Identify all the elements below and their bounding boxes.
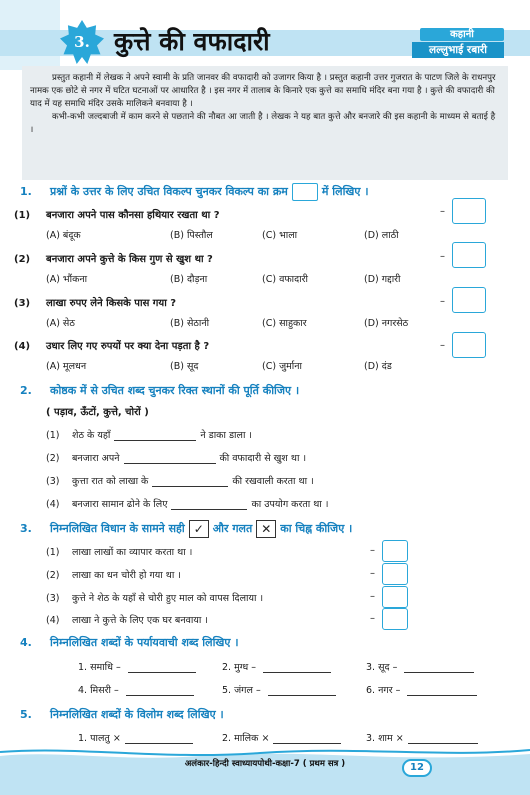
option-a[interactable]: (A) भौंकना — [46, 274, 88, 285]
antonym-item — [366, 731, 482, 744]
item-number: (4) — [46, 499, 60, 510]
answer-line[interactable] — [126, 695, 194, 696]
option-b[interactable]: (B) सेठानी — [170, 318, 210, 329]
blank-suffix: ने डाका डाला । — [200, 430, 253, 441]
intro-paragraph-2: कभी-कभी जल्दबाजी में काम करने से पछताने की नौबत आ जाती है । लेखक ने यह बात कुत्ते और बनजारे की इस कहानी के माध्यम से बताई है । — [30, 112, 496, 135]
question-number: (1) — [14, 210, 31, 221]
answer-line[interactable] — [263, 672, 331, 673]
option-c[interactable]: (C) भाला — [262, 230, 298, 241]
option-b[interactable]: (B) पिस्तौल — [170, 230, 213, 241]
intro-paragraph-1: प्रस्तुत कहानी में लेखक ने अपने स्वामी के प्रति जानवर की वफादारी को उजागर किया है । प्रस्तुत कहानी उत्तर गुजरात के पाटण जिले के राधनपुर नामक एक छोटे से नगर में घटित घटनाओं पर आधारित है । इस नगर में तालाब के किनारे एक कुत्ते का समाधि मंदिर बना गया है । कुत्ते की वफादारी की याद में यह समाधि मंदिर उसके मालिकने बनवाया है । — [30, 73, 496, 109]
synonym-item: 3. सूद – — [366, 660, 478, 673]
inline-answer-box — [292, 183, 318, 201]
blank-prefix: कुत्ता रात को लाखा के — [72, 476, 149, 487]
word: 6. नगर — [366, 685, 393, 696]
statement-text: लाखा का धन चोरी हो गया था । — [72, 570, 181, 581]
blank-line[interactable] — [124, 463, 216, 464]
section-5-heading — [20, 707, 224, 722]
cross-icon: × — [112, 733, 121, 744]
section-1-instruction-end: में लिखिए । — [321, 185, 369, 198]
section-1-heading — [20, 183, 369, 201]
section-1-instruction: प्रश्नों के उत्तर के लिए उचित विकल्प चुनकर विकल्प का क्रम — [50, 185, 288, 198]
word-bank: ( पड़ाव, ऊँटों, कुत्ते, चोरों ) — [46, 407, 149, 418]
question-number: (3) — [14, 298, 31, 309]
mcq-question — [14, 295, 176, 309]
synonym-item: 5. जंगल – — [222, 683, 340, 696]
section-3-instruction-end: का चिह्न कीजिए । — [280, 522, 353, 535]
section-4-heading — [20, 635, 239, 650]
dash: – — [440, 206, 445, 217]
option-b[interactable]: (B) दौड़ना — [170, 274, 208, 285]
dash: – — [370, 591, 375, 602]
fill-blank-item — [46, 428, 252, 441]
word: 3. शाम — [366, 733, 393, 744]
question-text: उधार लिए गए रुपयों पर क्या देना पड़ता है ? — [46, 341, 210, 352]
word: 2. मालिक — [222, 733, 259, 744]
antonym-item — [222, 731, 345, 744]
tick-icon: ✓ — [189, 520, 209, 538]
blank-suffix: का उपयोग करता था । — [251, 499, 329, 510]
section-2-heading — [20, 383, 299, 398]
dash: – — [440, 296, 445, 307]
word: 2. मुग्ध — [222, 662, 249, 673]
mcq-question — [14, 207, 220, 221]
section-5-instruction: निम्नलिखित शब्दों के विलोम शब्द लिखिए । — [50, 708, 224, 721]
question-text: लाखा रुपए लेने किसके पास गया ? — [46, 298, 177, 309]
blank-line[interactable] — [114, 440, 196, 441]
section-2-instruction: कोष्ठक में से उचित शब्द चुनकर रिक्त स्थानों की पूर्ति कीजिए । — [50, 384, 300, 397]
section-3-instruction-mid: और गलत — [212, 522, 253, 535]
word: 1. पालतु — [78, 733, 110, 744]
blank-suffix: की रखवाली करता था । — [232, 476, 314, 487]
section-3-instruction: निम्नलिखित विधान के सामने सही — [50, 522, 185, 535]
true-false-item — [46, 613, 208, 626]
word: 3. सूद — [366, 662, 390, 673]
dash: – — [440, 340, 445, 351]
blank-line[interactable] — [171, 509, 247, 510]
true-false-box-2[interactable] — [382, 563, 408, 585]
cross-icon: × — [261, 733, 270, 744]
section-4-instruction: निम्नलिखित शब्दों के पर्यायवाची शब्द लिखिए । — [50, 636, 239, 649]
answer-line[interactable] — [407, 695, 477, 696]
item-number: (3) — [46, 476, 60, 487]
dash: – — [370, 613, 375, 624]
section-3-heading — [20, 520, 352, 538]
statement-text: कुत्ते ने शेठ के यहाँ से चोरी हुए माल को वापस दिलाया । — [72, 593, 264, 604]
footer-wave — [0, 748, 530, 795]
option-c[interactable]: (C) जुर्माना — [262, 361, 302, 372]
blank-prefix: बनजारा सामान ढोने के लिए — [72, 499, 168, 510]
answer-box-4[interactable] — [452, 332, 486, 358]
intro-box — [22, 66, 508, 180]
question-number: (4) — [14, 341, 31, 352]
antonym-item — [78, 731, 197, 744]
chapter-number: 3. — [74, 33, 90, 51]
genre-badge: कहानी — [420, 28, 504, 41]
question-number: (2) — [14, 254, 31, 265]
synonym-item: 2. मुग्ध – — [222, 660, 335, 673]
blank-suffix: की वफादारी से खुश था । — [219, 453, 307, 464]
section-number: 4. — [20, 636, 32, 649]
option-d[interactable]: (D) गद्दारी — [364, 274, 401, 285]
cross-icon: ✕ — [256, 520, 276, 538]
mcq-question — [14, 338, 209, 352]
word: 5. जंगल — [222, 685, 253, 696]
item-number: (2) — [46, 453, 60, 464]
item-number: (2) — [46, 570, 60, 581]
true-false-box-3[interactable] — [382, 586, 408, 608]
answer-box-3[interactable] — [452, 287, 486, 313]
option-d[interactable]: (D) नगरसेठ — [364, 318, 409, 329]
answer-box-2[interactable] — [452, 242, 486, 268]
fill-blank-item — [46, 474, 314, 487]
answer-line[interactable] — [125, 743, 193, 744]
author-badge: लल्लुभाई रबारी — [412, 42, 504, 58]
option-a[interactable]: (A) सेठ — [46, 318, 75, 329]
dash: – — [370, 545, 375, 556]
true-false-box-1[interactable] — [382, 540, 408, 562]
word: 1. समाधि — [78, 662, 113, 673]
option-c[interactable]: (C) वफादारी — [262, 274, 308, 285]
answer-line[interactable] — [128, 672, 196, 673]
true-false-item — [46, 591, 263, 604]
synonym-item: 4. मिसरी – — [78, 683, 198, 696]
page-title: कुत्ते की वफादारी — [114, 27, 270, 56]
section-number: 1. — [20, 185, 32, 198]
statement-text: लाखा लाखों का व्यापार करता था । — [72, 547, 193, 558]
question-text: बनजारा अपने पास कौनसा हथियार रखता था ? — [46, 210, 220, 221]
cross-icon: × — [395, 733, 404, 744]
answer-line[interactable] — [273, 743, 341, 744]
blank-prefix: बनजारा अपने — [72, 453, 120, 464]
synonym-item: 1. समाधि – — [78, 660, 200, 673]
item-number: (3) — [46, 593, 60, 604]
synonym-item: 6. नगर – — [366, 683, 481, 696]
true-false-item — [46, 545, 192, 558]
item-number: (1) — [46, 547, 60, 558]
fill-blank-item — [46, 497, 328, 510]
footer-text: अलंकार-हिन्दी स्वाध्यायपोथी-कक्षा-7 ( प्रथम सत्र ) — [184, 759, 346, 769]
true-false-box-4[interactable] — [382, 608, 408, 630]
answer-line[interactable] — [404, 672, 474, 673]
dash: – — [440, 251, 445, 262]
answer-line[interactable] — [408, 743, 478, 744]
item-number: (1) — [46, 430, 60, 441]
section-number: 2. — [20, 384, 32, 397]
word: 4. मिसरी — [78, 685, 111, 696]
mcq-question — [14, 251, 213, 265]
question-text: बनजारा अपने कुत्ते के किस गुण से खुश था ? — [46, 254, 213, 265]
option-b[interactable]: (B) सूद — [170, 361, 199, 372]
fill-blank-item — [46, 451, 306, 464]
option-a[interactable]: (A) बंदूक — [46, 230, 81, 241]
dash: – — [370, 568, 375, 579]
answer-line[interactable] — [268, 695, 336, 696]
section-number: 5. — [20, 708, 32, 721]
blank-line[interactable] — [152, 486, 228, 487]
option-a[interactable]: (A) मूलधन — [46, 361, 87, 372]
true-false-item — [46, 568, 181, 581]
statement-text: लाखा ने कुत्ते के लिए एक घर बनवाया । — [72, 615, 208, 626]
answer-box-1[interactable] — [452, 198, 486, 224]
item-number: (4) — [46, 615, 60, 626]
option-c[interactable]: (C) साहुकार — [262, 318, 307, 329]
blank-prefix: शेठ के यहाँ — [72, 430, 111, 441]
option-d[interactable]: (D) लाठी — [364, 230, 399, 241]
section-number: 3. — [20, 522, 32, 535]
option-d[interactable]: (D) दंड — [364, 361, 392, 372]
page-number: 12 — [402, 759, 432, 777]
